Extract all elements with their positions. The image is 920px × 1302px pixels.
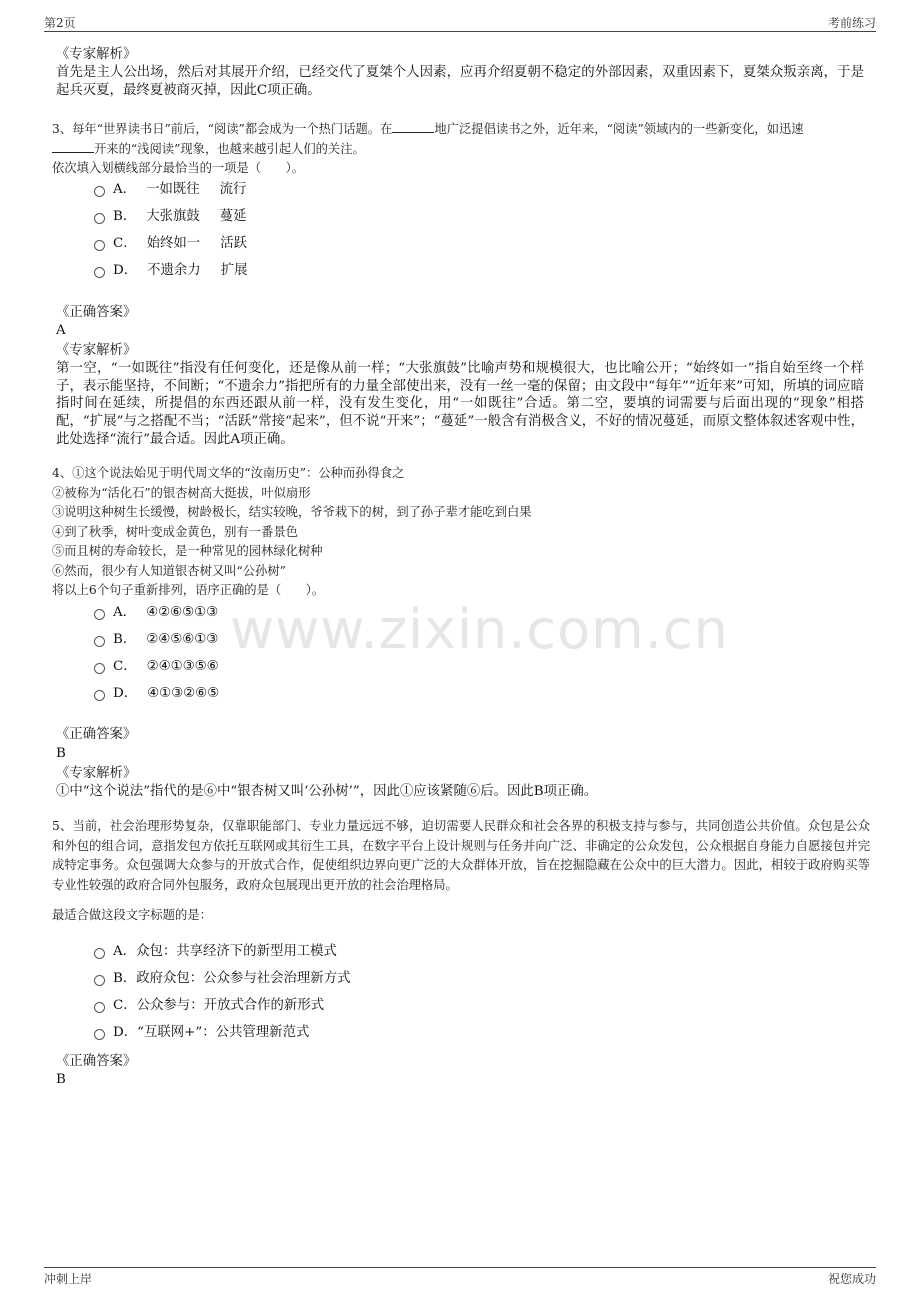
q4-line-6: ⑥然而，很少有人知道银杏树又叫“公孙树” bbox=[52, 564, 286, 578]
option-text: 众包：共享经济下的新型用工模式 bbox=[136, 944, 337, 959]
q3-instruction: 依次填入划横线部分最恰当的一项是（ ）。 bbox=[52, 161, 305, 175]
radio-icon[interactable] bbox=[94, 1002, 105, 1013]
q4-line-2: ②被称为“活化石”的银杏树高大挺拔，叶似扇形 bbox=[52, 486, 311, 500]
radio-icon[interactable] bbox=[94, 186, 105, 197]
option-letter: C． bbox=[113, 998, 137, 1013]
q4-line-4: ④到了秋季，树叶变成金黄色，别有一番景色 bbox=[52, 525, 298, 539]
option-letter: D． bbox=[113, 263, 138, 278]
option-text-a: 一如既往 bbox=[146, 182, 200, 197]
page-number: 第2页 bbox=[44, 16, 76, 30]
option-text: “互联网+”：公共管理新范式 bbox=[137, 1025, 310, 1040]
radio-icon[interactable] bbox=[94, 609, 105, 620]
radio-icon[interactable] bbox=[94, 267, 105, 278]
q3-option-b[interactable] bbox=[94, 208, 247, 226]
q4-analysis-label: 《专家解析》 bbox=[56, 766, 137, 781]
footer-left-text: 冲刺上岸 bbox=[44, 1272, 93, 1286]
q3-answer-label: 《正确答案》 bbox=[56, 305, 137, 320]
q4-option-a[interactable] bbox=[94, 604, 218, 622]
q3-stem-line1-b: 地广泛提倡读书之外，近年来，“阅读”领域内的一些新变化，如迅速 bbox=[434, 122, 804, 136]
option-letter: A． bbox=[113, 944, 137, 959]
q5-option-b[interactable] bbox=[94, 970, 350, 988]
q3-answer: A bbox=[56, 323, 66, 338]
q4-line-1: 4、①这个说法始见于明代周文华的“汝南历史”：公种而孙得食之 bbox=[52, 466, 405, 480]
option-letter: B． bbox=[113, 971, 137, 986]
option-text-b: 活跃 bbox=[220, 236, 247, 251]
radio-icon[interactable] bbox=[94, 690, 105, 701]
footer-rule bbox=[44, 1267, 876, 1268]
option-letter: B． bbox=[113, 209, 137, 224]
q4-line-5: ⑤而且树的寿命较长，是一种常见的园林绿化树种 bbox=[52, 544, 323, 558]
q5-option-c[interactable] bbox=[94, 997, 324, 1015]
q2-analysis-label: 《专家解析》 bbox=[56, 47, 137, 62]
header-rule bbox=[44, 31, 876, 32]
radio-icon[interactable] bbox=[94, 975, 105, 986]
radio-icon[interactable] bbox=[94, 636, 105, 647]
option-text: ④①③②⑥⑤ bbox=[147, 686, 220, 701]
option-text: ②④①③⑤⑥ bbox=[146, 659, 219, 674]
q3-blank-1 bbox=[392, 120, 434, 133]
option-text: ④②⑥⑤①③ bbox=[146, 605, 219, 620]
option-text-b: 扩展 bbox=[220, 263, 248, 278]
q3-option-c[interactable] bbox=[94, 235, 247, 253]
q4-option-d[interactable] bbox=[94, 685, 219, 703]
q3-analysis-label: 《专家解析》 bbox=[56, 343, 137, 358]
header-title: 考前练习 bbox=[827, 16, 876, 30]
q3-analysis-text: 第一空，“一如既往”指没有任何变化，还是像从前一样；“大张旗鼓”比喻声势和规模很大，也比喻公开；“始终如一”指自始至终一个样子，表示能坚持，不间断；“不遗余力”指把所有的力量全部使出来，没有一丝一毫的保留；由文段中“每年”“近年来”可知，所填的词应暗指时间在延续，所提倡的东西还跟从前一样，没有发生变化，用“一如既往”合适。第二空，要填的词需要与后面出现的“现象”相搭配，“扩展”与之搭配不当；“活跃”常接“起来”，但不说“开来”；“蔓延”一般含有消极含义，不好的情况蔓延，而原文整体叙述客观中性，此处选择“流行”最合适。因此A项正确。 bbox=[56, 361, 864, 447]
q3-option-d[interactable] bbox=[94, 262, 247, 280]
q2-analysis-text: 首先是主人公出场，然后对其展开介绍，已经交代了夏桀个人因素，应再介绍夏朝不稳定的外部因素，双重因素下，夏桀众叛亲离，于是起兵灭夏，最终夏被商灭掉，因此C项正确。 bbox=[56, 65, 864, 98]
q5-option-a[interactable] bbox=[94, 943, 337, 961]
q4-analysis-text: ①中“这个说法”指代的是⑥中“银杏树又叫‘公孙树’”，因此①应该紧随⑥后。因此B项正确。 bbox=[56, 784, 598, 799]
radio-icon[interactable] bbox=[94, 663, 105, 674]
option-letter: D． bbox=[113, 1025, 138, 1040]
radio-icon[interactable] bbox=[94, 213, 105, 224]
q3-stem-line2-text: 开来的“浅阅读”现象，也越来越引起人们的关注。 bbox=[94, 142, 365, 156]
q3-stem-line2 bbox=[52, 140, 365, 160]
radio-icon[interactable] bbox=[94, 1029, 105, 1040]
q5-instruction: 最适合做这段文字标题的是： bbox=[52, 908, 212, 922]
option-text-a: 不遗余力 bbox=[147, 263, 201, 278]
q4-instruction: 将以上6个句子重新排列，语序正确的是（ ）。 bbox=[52, 583, 325, 597]
q4-answer-label: 《正确答案》 bbox=[56, 727, 137, 742]
option-text: 政府众包：公众参与社会治理新方式 bbox=[136, 971, 351, 986]
q4-option-b[interactable] bbox=[94, 631, 218, 649]
option-letter: C． bbox=[113, 659, 137, 674]
option-text: 公众参与：开放式合作的新形式 bbox=[136, 998, 325, 1013]
radio-icon[interactable] bbox=[94, 948, 105, 959]
footer-right-text: 祝您成功 bbox=[827, 1272, 876, 1286]
q3-stem-line1 bbox=[52, 120, 804, 140]
option-letter: D． bbox=[113, 686, 138, 701]
q5-answer-label: 《正确答案》 bbox=[56, 1054, 137, 1069]
q4-line-3: ③说明这种树生长缓慢，树龄极长，结实较晚，爷爷栽下的树，到了孙子辈才能吃到白果 bbox=[52, 505, 532, 519]
q5-option-d[interactable] bbox=[94, 1024, 309, 1042]
q5-stem: 5、当前，社会治理形势复杂，仅靠职能部门、专业力量远远不够，迫切需要人民群众和社会各界的积极支持与参与，共同创造公共价值。众包是公众和外包的组合词，意指发包方依托互联网或其衍生工具，在数字平台上设计规则与任务并向广泛、非确定的公众发包，公众根据自身能力自愿接包并完成特定事务。众包强调大众参与的开放式合作，促使组织边界向更广泛的大众群体开放，旨在挖掘隐藏在公众中的巨大潜力。因此，相较于政府购买等专业性较强的政府合同外包服务，政府众包展现出更开放的社会治理格局。 bbox=[52, 819, 870, 892]
watermark: www.zixin.com.cn bbox=[230, 598, 729, 661]
q4-answer: B bbox=[56, 746, 66, 761]
radio-icon[interactable] bbox=[94, 240, 105, 251]
option-text: ②④⑤⑥①③ bbox=[146, 632, 219, 647]
option-letter: A． bbox=[113, 605, 137, 620]
option-letter: A． bbox=[113, 182, 137, 197]
q5-answer: B bbox=[56, 1072, 66, 1087]
q3-option-a[interactable] bbox=[94, 181, 246, 199]
option-text-a: 大张旗鼓 bbox=[146, 209, 200, 224]
option-text-b: 流行 bbox=[219, 182, 247, 197]
option-letter: B． bbox=[113, 632, 137, 647]
q4-option-c[interactable] bbox=[94, 658, 219, 676]
q3-stem-line1-a: 3、每年“世界读书日”前后，“阅读”都会成为一个热门话题。在 bbox=[52, 122, 393, 136]
option-text-b: 蔓延 bbox=[219, 209, 247, 224]
option-letter: C． bbox=[113, 236, 137, 251]
option-text-a: 始终如一 bbox=[146, 236, 201, 251]
q3-blank-2 bbox=[52, 140, 94, 153]
